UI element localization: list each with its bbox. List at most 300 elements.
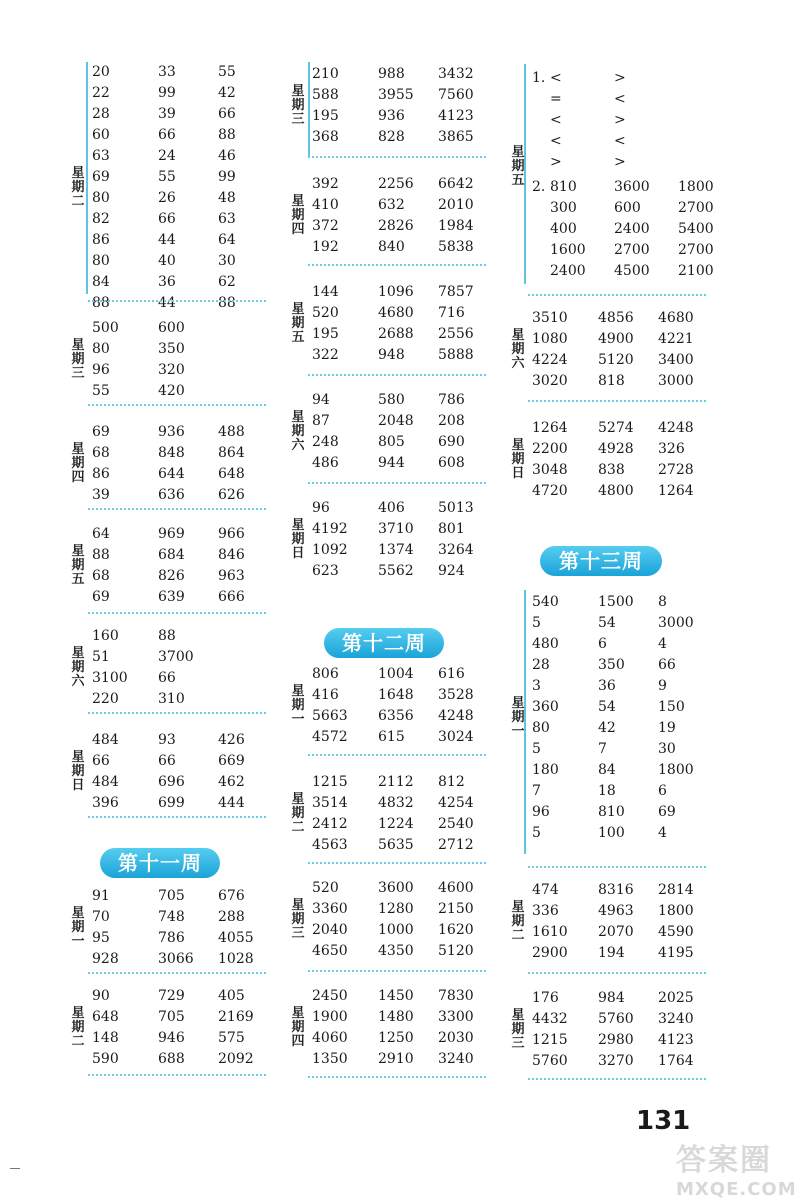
cell: 69	[658, 804, 676, 820]
cell: 3600	[614, 179, 650, 195]
cell: 4900	[598, 331, 634, 347]
cell: 484	[92, 732, 119, 748]
dotted-separator	[308, 374, 486, 376]
cell: 4680	[658, 310, 694, 326]
cell: 64	[218, 232, 236, 248]
cell: 194	[598, 945, 625, 961]
cell: 4224	[532, 352, 568, 368]
cell: 8316	[598, 882, 634, 898]
cell: 2712	[438, 837, 474, 853]
cell: 1080	[532, 331, 568, 347]
cell: 195	[312, 326, 339, 342]
day-label: 星期二	[71, 166, 85, 209]
cell: 4432	[532, 1011, 568, 1027]
cell: 826	[158, 568, 185, 584]
cell: 676	[218, 888, 245, 904]
cell: 55	[92, 383, 110, 399]
cell: 19	[658, 720, 676, 736]
cell: 405	[218, 988, 245, 1004]
cell: 600	[614, 200, 641, 216]
day-label: 星期四	[291, 194, 305, 237]
cell: 4350	[378, 943, 414, 959]
cell: 696	[158, 774, 185, 790]
cell: 1224	[378, 816, 414, 832]
cell: 1800	[658, 762, 694, 778]
cell: 666	[218, 589, 245, 605]
cell: 1096	[378, 284, 414, 300]
cell: 96	[312, 500, 330, 516]
cell: 644	[158, 466, 185, 482]
cell: 80	[532, 720, 550, 736]
cell: 84	[598, 762, 616, 778]
cell: 2980	[598, 1032, 634, 1048]
cell: 480	[532, 636, 559, 652]
cell: 7560	[438, 87, 474, 103]
cell: 4060	[312, 1030, 348, 1046]
dotted-separator	[308, 1076, 486, 1078]
cell: 3514	[312, 795, 348, 811]
cell: 2826	[378, 218, 414, 234]
cell: 300	[550, 200, 577, 216]
cell: 2540	[438, 816, 474, 832]
cell: 818	[598, 373, 625, 389]
cell: 63	[92, 148, 110, 164]
day-label: 星期三	[71, 338, 85, 381]
cell: 5663	[312, 708, 348, 724]
cell: 575	[218, 1030, 245, 1046]
cell: 195	[312, 108, 339, 124]
cell: 969	[158, 526, 185, 542]
cell: 7857	[438, 284, 474, 300]
dotted-separator	[88, 972, 266, 974]
cell: 86	[92, 232, 110, 248]
cell: 846	[218, 547, 245, 563]
cell: 3400	[658, 352, 694, 368]
cell: 4563	[312, 837, 348, 853]
cell: 144	[312, 284, 339, 300]
cell: 3100	[92, 670, 128, 686]
cell: 350	[598, 657, 625, 673]
day-label: 星期三	[511, 1008, 525, 1051]
cell: 848	[158, 445, 185, 461]
cell: 2728	[658, 462, 694, 478]
cell: 60	[92, 127, 110, 143]
cell: 3000	[658, 615, 694, 631]
cell: 88	[92, 295, 110, 311]
cell: 4572	[312, 729, 348, 745]
cell: 1028	[218, 951, 254, 967]
cell: 2688	[378, 326, 414, 342]
cell: 322	[312, 347, 339, 363]
cmp-cell: >	[614, 112, 626, 128]
cell: 54	[598, 615, 616, 631]
cell: 88	[158, 628, 176, 644]
cell: 28	[532, 657, 550, 673]
cell: 69	[92, 169, 110, 185]
day-label: 星期六	[71, 646, 85, 689]
cmp-cell: =	[550, 91, 562, 107]
dotted-separator	[308, 970, 486, 972]
cell: 810	[550, 179, 577, 195]
cell: 963	[218, 568, 245, 584]
column-right	[510, 0, 714, 1100]
cell: 6356	[378, 708, 414, 724]
cell: 520	[312, 305, 339, 321]
cmp-cell: >	[614, 154, 626, 170]
cell: 588	[312, 87, 339, 103]
cell: 2092	[218, 1051, 254, 1067]
cell: 2900	[532, 945, 568, 961]
vertical-rule	[86, 62, 88, 294]
cell: 2200	[532, 441, 568, 457]
cell: 4	[658, 825, 667, 841]
cell: 1215	[312, 774, 348, 790]
cell: 4195	[658, 945, 694, 961]
cell: 2025	[658, 990, 694, 1006]
cell: 705	[158, 1009, 185, 1025]
cell: 486	[312, 455, 339, 471]
day-label: 星期二	[71, 1006, 85, 1049]
cell: 4221	[658, 331, 694, 347]
part-label: 2.	[532, 179, 546, 195]
cell: 410	[312, 197, 339, 213]
cell: 1215	[532, 1032, 568, 1048]
dotted-separator	[308, 754, 486, 756]
cell: 66	[158, 211, 176, 227]
cell: 3240	[438, 1051, 474, 1067]
cell: 180	[532, 762, 559, 778]
day-label: 星期五	[511, 145, 525, 188]
cell: 864	[218, 445, 245, 461]
cell: 936	[158, 424, 185, 440]
cell: 310	[158, 691, 185, 707]
cell: 30	[658, 741, 676, 757]
cell: 66	[218, 106, 236, 122]
cell: 3270	[598, 1053, 634, 1069]
day-label: 星期四	[71, 442, 85, 485]
cell: 648	[92, 1009, 119, 1025]
cell: 44	[158, 232, 176, 248]
cell: 520	[312, 880, 339, 896]
cell: 2040	[312, 922, 348, 938]
cell: 786	[158, 930, 185, 946]
cell: 924	[438, 563, 465, 579]
cell: 70	[92, 909, 110, 925]
cell: 5120	[438, 943, 474, 959]
cell: 36	[598, 678, 616, 694]
cell: 39	[158, 106, 176, 122]
day-label: 星期五	[71, 544, 85, 587]
cell: 1450	[378, 988, 414, 1004]
cell: 3000	[658, 373, 694, 389]
cell: 68	[92, 445, 110, 461]
cell: 1374	[378, 542, 414, 558]
cell: 416	[312, 687, 339, 703]
day-label: 星期一	[71, 906, 85, 949]
dotted-separator	[308, 862, 486, 864]
cell: 1250	[378, 1030, 414, 1046]
cell: 48	[218, 190, 236, 206]
dotted-separator	[88, 508, 266, 510]
cell: 2450	[312, 988, 348, 1004]
cell: 3700	[158, 649, 194, 665]
cell: 288	[218, 909, 245, 925]
cell: 4123	[438, 108, 474, 124]
cell: 688	[158, 1051, 185, 1067]
cell: 1000	[378, 922, 414, 938]
cell: 705	[158, 888, 185, 904]
cell: 2169	[218, 1009, 254, 1025]
cell: 484	[92, 774, 119, 790]
cell: 88	[218, 295, 236, 311]
dotted-separator	[528, 1078, 706, 1080]
margin-mark	[10, 1168, 20, 1169]
cell: 100	[598, 825, 625, 841]
cell: 928	[92, 951, 119, 967]
cell: 6	[658, 783, 667, 799]
cell: 66	[92, 753, 110, 769]
cell: 82	[92, 211, 110, 227]
cell: 66	[658, 657, 676, 673]
cell: 1620	[438, 922, 474, 938]
cell: 1350	[312, 1051, 348, 1067]
cell: 20	[92, 64, 110, 80]
cell: 4123	[658, 1032, 694, 1048]
cell: 810	[598, 804, 625, 820]
week-12-banner: 第十二周	[324, 628, 444, 658]
cell: 3865	[438, 129, 474, 145]
dotted-separator	[88, 1074, 266, 1076]
cell: 729	[158, 988, 185, 1004]
cell: 5635	[378, 837, 414, 853]
cell: 944	[378, 455, 405, 471]
cell: 9	[658, 678, 667, 694]
dotted-separator	[528, 400, 706, 402]
cell: 488	[218, 424, 245, 440]
cell: 360	[532, 699, 559, 715]
cell: 5	[532, 741, 541, 757]
cell: 80	[92, 190, 110, 206]
watermark-url: MXQE.COM	[676, 1179, 797, 1200]
cell: 5838	[438, 239, 474, 255]
cell: 3020	[532, 373, 568, 389]
cell: 5760	[598, 1011, 634, 1027]
cell: 5888	[438, 347, 474, 363]
cell: 966	[218, 526, 245, 542]
cell: 400	[550, 221, 577, 237]
cell: 1800	[658, 903, 694, 919]
cell: 648	[218, 466, 245, 482]
dotted-separator	[88, 712, 266, 714]
dotted-separator	[528, 972, 706, 974]
cell: 623	[312, 563, 339, 579]
cell: 2070	[598, 924, 634, 940]
cell: 786	[438, 392, 465, 408]
cell: 5274	[598, 420, 634, 436]
cell: 1600	[550, 242, 586, 258]
cell: 26	[158, 190, 176, 206]
cell: 690	[438, 434, 465, 450]
cell: 3240	[658, 1011, 694, 1027]
cell: 5013	[438, 500, 474, 516]
cell: 368	[312, 129, 339, 145]
cell: 68	[92, 568, 110, 584]
day-label: 星期三	[291, 84, 305, 127]
cell: 66	[158, 670, 176, 686]
cell: 42	[598, 720, 616, 736]
cell: 4600	[438, 880, 474, 896]
cell: 3360	[312, 901, 348, 917]
cell: 2700	[678, 200, 714, 216]
cell: 444	[218, 795, 245, 811]
cell: 948	[378, 347, 405, 363]
cell: 220	[92, 691, 119, 707]
cell: 62	[218, 274, 236, 290]
day-label: 星期四	[291, 1006, 305, 1049]
cell: 392	[312, 176, 339, 192]
cell: 69	[92, 589, 110, 605]
cell: 4832	[378, 795, 414, 811]
cell: 2256	[378, 176, 414, 192]
cell: 5400	[678, 221, 714, 237]
cell: 336	[532, 903, 559, 919]
cell: 615	[378, 729, 405, 745]
day-label: 星期日	[71, 750, 85, 793]
cell: 80	[92, 341, 110, 357]
cell: 3	[532, 678, 541, 694]
cell: 1480	[378, 1009, 414, 1025]
cell: 1610	[532, 924, 568, 940]
day-label: 星期六	[511, 328, 525, 371]
cell: 6	[598, 636, 607, 652]
cell: 2048	[378, 413, 414, 429]
cell: 3528	[438, 687, 474, 703]
cell: 3955	[378, 87, 414, 103]
cell: 4	[658, 636, 667, 652]
cell: 248	[312, 434, 339, 450]
cell: 3264	[438, 542, 474, 558]
cell: 988	[378, 66, 405, 82]
cell: 99	[158, 85, 176, 101]
day-label: 星期一	[511, 696, 525, 739]
cell: 4192	[312, 521, 348, 537]
cell: 350	[158, 341, 185, 357]
cell: 93	[158, 732, 176, 748]
cell: 4254	[438, 795, 474, 811]
cell: 1004	[378, 666, 414, 682]
dotted-separator	[308, 482, 486, 484]
cell: 7	[532, 783, 541, 799]
cell: 396	[92, 795, 119, 811]
dotted-separator	[528, 866, 706, 868]
cmp-cell: <	[550, 70, 562, 86]
day-label: 星期日	[511, 438, 525, 481]
cell: 5120	[598, 352, 634, 368]
cell: 69	[92, 424, 110, 440]
day-label: 星期二	[511, 900, 525, 943]
cell: 39	[92, 487, 110, 503]
cell: 639	[158, 589, 185, 605]
cell: 24	[158, 148, 176, 164]
cell: 4856	[598, 310, 634, 326]
dotted-separator	[88, 612, 266, 614]
dotted-separator	[88, 816, 266, 818]
cell: 2412	[312, 816, 348, 832]
cell: 326	[658, 441, 685, 457]
cell: 684	[158, 547, 185, 563]
cell: 96	[92, 362, 110, 378]
cmp-cell: <	[550, 133, 562, 149]
cell: 1264	[532, 420, 568, 436]
cell: 580	[378, 392, 405, 408]
cell: 636	[158, 487, 185, 503]
cell: 616	[438, 666, 465, 682]
dotted-separator	[308, 264, 486, 266]
cell: 936	[378, 108, 405, 124]
cell: 55	[158, 169, 176, 185]
day-label: 星期一	[291, 684, 305, 727]
cell: 2100	[678, 263, 714, 279]
cell: 1764	[658, 1053, 694, 1069]
week-11-banner: 第十一周	[100, 848, 220, 878]
cell: 420	[158, 383, 185, 399]
cmp-cell: <	[550, 112, 562, 128]
watermark-logo	[676, 1135, 797, 1200]
day-label: 星期二	[291, 792, 305, 835]
cell: 88	[218, 127, 236, 143]
cell: 5	[532, 825, 541, 841]
cell: 4680	[378, 305, 414, 321]
cell: 160	[92, 628, 119, 644]
cell: 148	[92, 1030, 119, 1046]
cell: 699	[158, 795, 185, 811]
cell: 590	[92, 1051, 119, 1067]
day-label: 星期六	[291, 410, 305, 453]
cell: 474	[532, 882, 559, 898]
cell: 95	[92, 930, 110, 946]
cell: 406	[378, 500, 405, 516]
watermark-text: 答案圈	[676, 1143, 772, 1178]
cell: 748	[158, 909, 185, 925]
cell: 176	[532, 990, 559, 1006]
cell: 80	[92, 253, 110, 269]
cell: 1280	[378, 901, 414, 917]
cell: 4800	[598, 483, 634, 499]
cell: 462	[218, 774, 245, 790]
cell: 7830	[438, 988, 474, 1004]
cell: 3048	[532, 462, 568, 478]
day-label: 星期三	[291, 898, 305, 941]
cell: 2150	[438, 901, 474, 917]
cell: 1092	[312, 542, 348, 558]
cell: 806	[312, 666, 339, 682]
cell: 208	[438, 413, 465, 429]
cell: 84	[92, 274, 110, 290]
cell: 3066	[158, 951, 194, 967]
cell: 540	[532, 594, 559, 610]
cell: 4650	[312, 943, 348, 959]
cell: 64	[92, 526, 110, 542]
cell: 4248	[438, 708, 474, 724]
cell: 7	[598, 741, 607, 757]
cell: 4248	[658, 420, 694, 436]
cell: 1500	[598, 594, 634, 610]
cell: 90	[92, 988, 110, 1004]
cell: 1648	[378, 687, 414, 703]
cell: 2400	[550, 263, 586, 279]
cell: 33	[158, 64, 176, 80]
cell: 51	[92, 649, 110, 665]
